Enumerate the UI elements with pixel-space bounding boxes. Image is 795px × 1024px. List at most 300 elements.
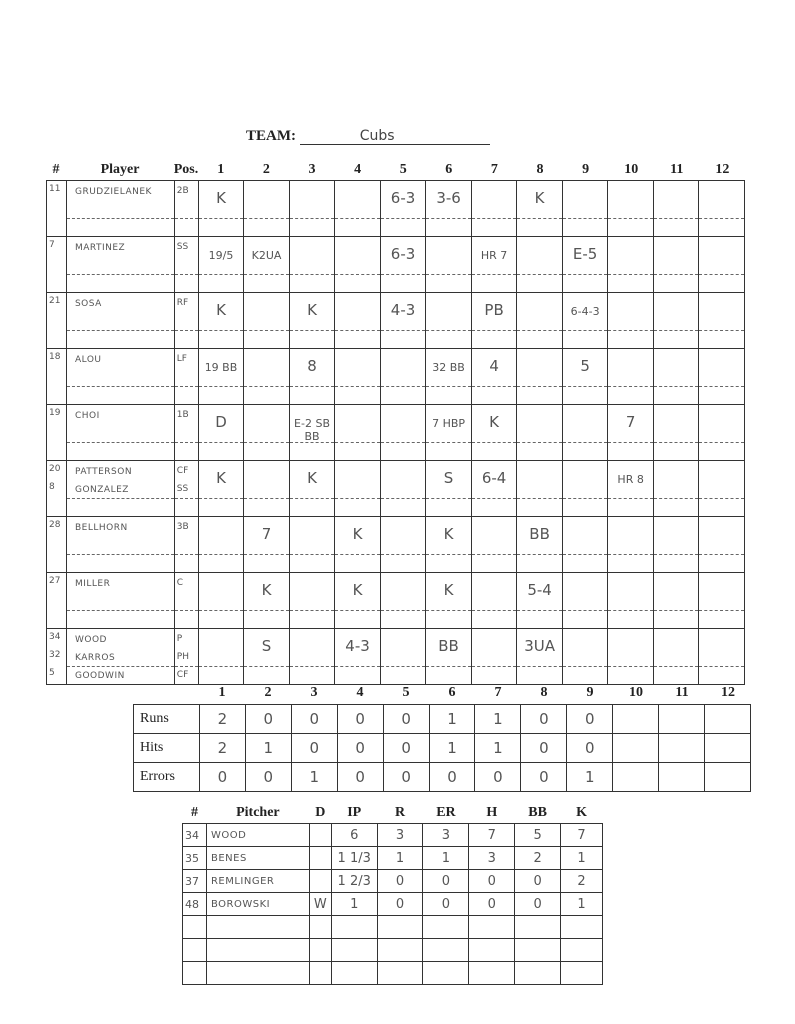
inning-header: 6 [445, 162, 453, 177]
at-bat-cell [426, 517, 472, 573]
player-position: SS [176, 484, 189, 494]
lineup-row [47, 629, 745, 685]
at-bat-result: 7 [625, 413, 636, 431]
at-bat-cell [471, 237, 517, 293]
totals-value [659, 763, 705, 792]
player-number: 5 [49, 668, 55, 678]
at-bat-result: K [534, 189, 545, 207]
at-bat-cell [562, 461, 608, 517]
at-bat-result: E-5 [572, 245, 598, 263]
pitching-table [182, 803, 603, 985]
totals-value [613, 734, 659, 763]
pitcher-stat: 34 [183, 824, 207, 847]
totals-value: 0 [383, 763, 429, 792]
at-bat-cell [426, 181, 472, 237]
player-position: PH [176, 652, 189, 662]
lineup-row [47, 181, 745, 237]
at-bat-cell [198, 237, 244, 293]
at-bat-cell [335, 349, 381, 405]
totals-value: 0 [337, 763, 383, 792]
player-name-cell [66, 461, 174, 517]
inning-header: 8 [536, 162, 544, 177]
player-position: LF [176, 354, 187, 364]
pitcher-stat [183, 916, 207, 939]
inning-header: 3 [308, 162, 316, 177]
pitcher-name [206, 962, 309, 985]
player-name: GOODWIN [74, 671, 125, 681]
totals-inning-header: 7 [494, 685, 502, 700]
at-bat-result: K [489, 413, 499, 431]
col-header-pos: Pos. [173, 162, 199, 177]
player-name: ALOU [74, 355, 102, 365]
at-bat-result: 5-4 [527, 581, 552, 599]
pitcher-stat [309, 870, 331, 893]
at-bat-cell [380, 349, 426, 405]
position-cell [174, 629, 198, 685]
at-bat-result: E-2 SB BB [294, 417, 330, 443]
pitcher-stat: 7 [561, 824, 603, 847]
player-number: 7 [49, 240, 55, 250]
pitcher-stat: 3 [377, 824, 423, 847]
pitcher-stat: 0 [515, 870, 561, 893]
pitcher-stat [331, 962, 377, 985]
totals-inning-header: 11 [675, 685, 689, 700]
at-bat-cell [244, 629, 290, 685]
player-name: KARROS [74, 653, 116, 663]
pitcher-stat: 0 [423, 893, 469, 916]
at-bat-cell [380, 573, 426, 629]
at-bat-cell [562, 517, 608, 573]
pitcher-stat [515, 962, 561, 985]
totals-value: 0 [337, 734, 383, 763]
at-bat-cell [517, 405, 563, 461]
player-number: 21 [49, 296, 61, 306]
lineup-row [47, 237, 745, 293]
lineup-row [47, 461, 745, 517]
position-cell [174, 405, 198, 461]
at-bat-result: 4 [489, 357, 499, 375]
pitcher-row [183, 916, 603, 939]
at-bat-cell [289, 573, 335, 629]
at-bat-cell [517, 629, 563, 685]
pitcher-name [206, 939, 309, 962]
totals-value: 1 [475, 734, 521, 763]
at-bat-cell [653, 573, 699, 629]
totals-value: 0 [337, 705, 383, 734]
at-bat-cell [426, 237, 472, 293]
pitcher-row [183, 824, 603, 847]
player-number-cell [47, 293, 67, 349]
pitcher-stat [423, 939, 469, 962]
at-bat-cell [198, 461, 244, 517]
at-bat-result: BB [529, 525, 550, 543]
totals-value: 0 [291, 734, 337, 763]
at-bat-cell [426, 405, 472, 461]
at-bat-cell [608, 461, 654, 517]
at-bat-result: K [261, 581, 272, 599]
at-bat-cell [244, 349, 290, 405]
lineup-row [47, 405, 745, 461]
player-position: SS [176, 242, 189, 252]
player-name: SOSA [74, 299, 102, 309]
at-bat-cell [653, 517, 699, 573]
totals-label: Errors [134, 763, 200, 792]
at-bat-cell [289, 349, 335, 405]
position-cell [174, 349, 198, 405]
player-number: 32 [49, 650, 61, 660]
player-name-cell [66, 349, 174, 405]
pitcher-stat: 0 [515, 893, 561, 916]
pitcher-stat [309, 847, 331, 870]
at-bat-cell [517, 573, 563, 629]
at-bat-cell [699, 349, 745, 405]
at-bat-cell [608, 405, 654, 461]
at-bat-cell [562, 293, 608, 349]
at-bat-cell [517, 517, 563, 573]
pitcher-row [183, 962, 603, 985]
at-bat-cell [699, 461, 745, 517]
at-bat-cell [608, 573, 654, 629]
player-name-cell [66, 181, 174, 237]
pitcher-stat: 2 [515, 847, 561, 870]
lineup-row [47, 293, 745, 349]
pitcher-stat [309, 916, 331, 939]
pitcher-stat [469, 916, 515, 939]
at-bat-cell [198, 573, 244, 629]
player-position: 1B [176, 410, 189, 420]
at-bat-cell [699, 237, 745, 293]
totals-value: 0 [245, 705, 291, 734]
at-bat-cell [699, 405, 745, 461]
at-bat-result: 5 [580, 357, 590, 375]
pitcher-stat: 48 [183, 893, 207, 916]
at-bat-cell [608, 293, 654, 349]
at-bat-result: 6-4-3 [570, 305, 600, 318]
pitcher-stat [331, 916, 377, 939]
at-bat-cell [471, 349, 517, 405]
totals-value [613, 705, 659, 734]
player-position: RF [176, 298, 189, 308]
at-bat-cell [289, 237, 335, 293]
team-name: Cubs [300, 128, 490, 145]
pitcher-stat [183, 962, 207, 985]
lineup-row [47, 573, 745, 629]
totals-value: 1 [567, 763, 613, 792]
at-bat-cell [380, 237, 426, 293]
pitcher-stat: 37 [183, 870, 207, 893]
at-bat-cell [562, 237, 608, 293]
totals-value: 0 [383, 734, 429, 763]
at-bat-cell [699, 293, 745, 349]
lineup-row [47, 349, 745, 405]
at-bat-cell [335, 293, 381, 349]
at-bat-cell [335, 517, 381, 573]
at-bat-result: HR 8 [617, 473, 644, 486]
at-bat-cell [244, 181, 290, 237]
pitcher-stat [561, 962, 603, 985]
pitching-header: Pitcher [236, 805, 280, 820]
pitcher-name: REMLINGER [206, 870, 309, 893]
player-position: CF [176, 466, 189, 476]
player-number: 27 [49, 576, 61, 586]
at-bat-cell [562, 181, 608, 237]
at-bat-result: K [352, 525, 363, 543]
at-bat-cell [653, 629, 699, 685]
at-bat-cell [289, 629, 335, 685]
pitching-header: K [576, 805, 587, 820]
totals-row [134, 734, 751, 763]
at-bat-cell [380, 293, 426, 349]
at-bat-cell [517, 237, 563, 293]
pitcher-stat [561, 916, 603, 939]
totals-value: 0 [429, 763, 475, 792]
at-bat-result: K [216, 469, 226, 487]
pitcher-stat: 1 [561, 847, 603, 870]
inning-header: 2 [262, 162, 270, 177]
totals-value: 1 [291, 763, 337, 792]
player-number-cell [47, 237, 67, 293]
at-bat-cell [562, 573, 608, 629]
totals-value: 1 [429, 734, 475, 763]
pitcher-stat: 0 [469, 893, 515, 916]
at-bat-result: K2UA [251, 249, 282, 262]
player-number-cell [47, 517, 67, 573]
at-bat-cell [426, 461, 472, 517]
pitcher-stat: 7 [469, 824, 515, 847]
player-name: BELLHORN [74, 523, 128, 533]
at-bat-cell [244, 237, 290, 293]
at-bat-result: 19/5 [208, 249, 234, 262]
at-bat-cell [198, 405, 244, 461]
totals-value: 0 [521, 763, 567, 792]
player-name-cell [66, 629, 174, 685]
at-bat-cell [608, 517, 654, 573]
pitcher-stat: 6 [331, 824, 377, 847]
at-bat-cell [653, 293, 699, 349]
at-bat-cell [426, 349, 472, 405]
player-position: 2B [176, 186, 189, 196]
at-bat-cell [471, 573, 517, 629]
player-number-cell [47, 181, 67, 237]
totals-inning-header: 1 [218, 685, 226, 700]
at-bat-result: S [261, 637, 272, 655]
player-number-cell [47, 629, 67, 685]
player-name-cell [66, 293, 174, 349]
position-cell [174, 237, 198, 293]
at-bat-cell [517, 349, 563, 405]
totals-value [659, 705, 705, 734]
player-name: MILLER [74, 579, 111, 589]
at-bat-cell [562, 629, 608, 685]
at-bat-cell [380, 181, 426, 237]
inning-header: 5 [399, 162, 407, 177]
pitching-header: IP [347, 805, 362, 820]
player-position: P [176, 634, 183, 644]
at-bat-cell [289, 293, 335, 349]
pitcher-stat [309, 962, 331, 985]
totals-value [659, 734, 705, 763]
player-number: 20 [49, 464, 61, 474]
totals-value: 1 [245, 734, 291, 763]
pitcher-stat: 1 [331, 893, 377, 916]
lineup-grid [46, 180, 745, 685]
totals-value: 0 [567, 705, 613, 734]
at-bat-cell [653, 181, 699, 237]
team-label: TEAM: [246, 128, 296, 144]
at-bat-result: 3UA [524, 637, 555, 655]
at-bat-result: 6-3 [390, 189, 416, 207]
at-bat-cell [517, 461, 563, 517]
totals-value [613, 763, 659, 792]
at-bat-cell [198, 293, 244, 349]
totals-label: Runs [134, 705, 200, 734]
at-bat-result: 8 [307, 357, 317, 375]
player-number-cell [47, 405, 67, 461]
at-bat-result: 4-3 [390, 301, 416, 319]
player-name: GRUDZIELANEK [74, 187, 152, 197]
at-bat-cell [562, 405, 608, 461]
totals-inning-header: 4 [356, 685, 364, 700]
at-bat-cell [335, 629, 381, 685]
at-bat-result: K [443, 581, 454, 599]
at-bat-cell [471, 461, 517, 517]
pitcher-stat: 0 [423, 870, 469, 893]
at-bat-cell [471, 629, 517, 685]
at-bat-cell [471, 181, 517, 237]
at-bat-result: 32 BB [432, 361, 465, 374]
at-bat-cell [335, 461, 381, 517]
position-cell [174, 517, 198, 573]
at-bat-cell [244, 405, 290, 461]
at-bat-cell [380, 461, 426, 517]
player-number: 19 [49, 408, 61, 418]
at-bat-result: K [216, 189, 226, 207]
totals-inning-header: 3 [310, 685, 318, 700]
pitcher-name: WOOD [206, 824, 309, 847]
pitcher-row [183, 847, 603, 870]
pitcher-stat: 35 [183, 847, 207, 870]
at-bat-result: 19 BB [204, 361, 238, 374]
at-bat-result: K [443, 525, 454, 543]
inning-header: 11 [670, 162, 684, 177]
at-bat-result: K [216, 301, 226, 319]
totals-value: 1 [475, 705, 521, 734]
pitcher-stat: 0 [469, 870, 515, 893]
pitcher-name: BENES [206, 847, 309, 870]
player-number: 11 [49, 184, 61, 194]
player-position: C [176, 578, 184, 588]
at-bat-cell [653, 405, 699, 461]
totals-value: 0 [291, 705, 337, 734]
player-position: CF [176, 670, 189, 680]
at-bat-cell [198, 629, 244, 685]
pitcher-stat: 1 [377, 847, 423, 870]
pitcher-stat [561, 939, 603, 962]
pitcher-stat [331, 939, 377, 962]
at-bat-cell [471, 517, 517, 573]
pitcher-stat [377, 962, 423, 985]
player-number: 18 [49, 352, 61, 362]
pitcher-stat [377, 916, 423, 939]
at-bat-result: HR 7 [480, 249, 508, 262]
at-bat-cell [699, 573, 745, 629]
at-bat-cell [426, 293, 472, 349]
totals-value: 0 [245, 763, 291, 792]
at-bat-cell [335, 573, 381, 629]
totals-value: 0 [521, 705, 567, 734]
inning-header: 10 [624, 162, 639, 177]
inning-header: 4 [354, 162, 362, 177]
at-bat-result: 7 HBP [432, 417, 466, 430]
totals-inning-header: 2 [264, 685, 272, 700]
at-bat-cell [289, 405, 335, 461]
pitching-header: # [190, 805, 198, 820]
at-bat-result: BB [438, 637, 459, 655]
pitcher-stat: 2 [561, 870, 603, 893]
pitcher-stat [183, 939, 207, 962]
player-number-cell [47, 573, 67, 629]
at-bat-cell [244, 517, 290, 573]
at-bat-result: K [352, 581, 363, 599]
player-name-cell [66, 237, 174, 293]
pitcher-row [183, 893, 603, 916]
at-bat-cell [244, 461, 290, 517]
pitching-header-row [183, 803, 603, 824]
inning-header: 1 [217, 162, 225, 177]
at-bat-cell [198, 349, 244, 405]
pitcher-stat [377, 939, 423, 962]
inning-header: 9 [582, 162, 590, 177]
pitcher-stat [423, 916, 469, 939]
totals-value: 0 [521, 734, 567, 763]
position-cell [174, 181, 198, 237]
at-bat-result: 4-3 [345, 637, 370, 655]
at-bat-result: S [443, 469, 454, 487]
player-number: 28 [49, 520, 61, 530]
pitcher-row [183, 939, 603, 962]
at-bat-cell [380, 405, 426, 461]
at-bat-cell [517, 293, 563, 349]
at-bat-result: 7 [261, 525, 272, 543]
at-bat-cell [244, 293, 290, 349]
inning-header: 7 [490, 162, 498, 177]
position-cell [174, 461, 198, 517]
pitcher-name [206, 916, 309, 939]
at-bat-cell [608, 349, 654, 405]
pitcher-stat [469, 939, 515, 962]
totals-inning-header: 8 [540, 685, 548, 700]
totals-inning-header: 9 [586, 685, 594, 700]
totals-value [705, 763, 751, 792]
at-bat-cell [653, 349, 699, 405]
player-name-cell [66, 573, 174, 629]
totals-value: 0 [199, 763, 245, 792]
at-bat-result: 6-3 [390, 245, 416, 263]
pitcher-stat [423, 962, 469, 985]
player-number: 34 [49, 632, 61, 642]
position-cell [174, 573, 198, 629]
at-bat-cell [289, 517, 335, 573]
pitcher-stat: 3 [469, 847, 515, 870]
at-bat-cell [198, 181, 244, 237]
totals-row [134, 763, 751, 792]
totals-value [705, 705, 751, 734]
at-bat-result: D [215, 413, 227, 431]
totals-inning-header: 10 [629, 685, 643, 700]
totals-value: 2 [199, 705, 245, 734]
pitcher-stat: W [309, 893, 331, 916]
pitcher-row [183, 870, 603, 893]
